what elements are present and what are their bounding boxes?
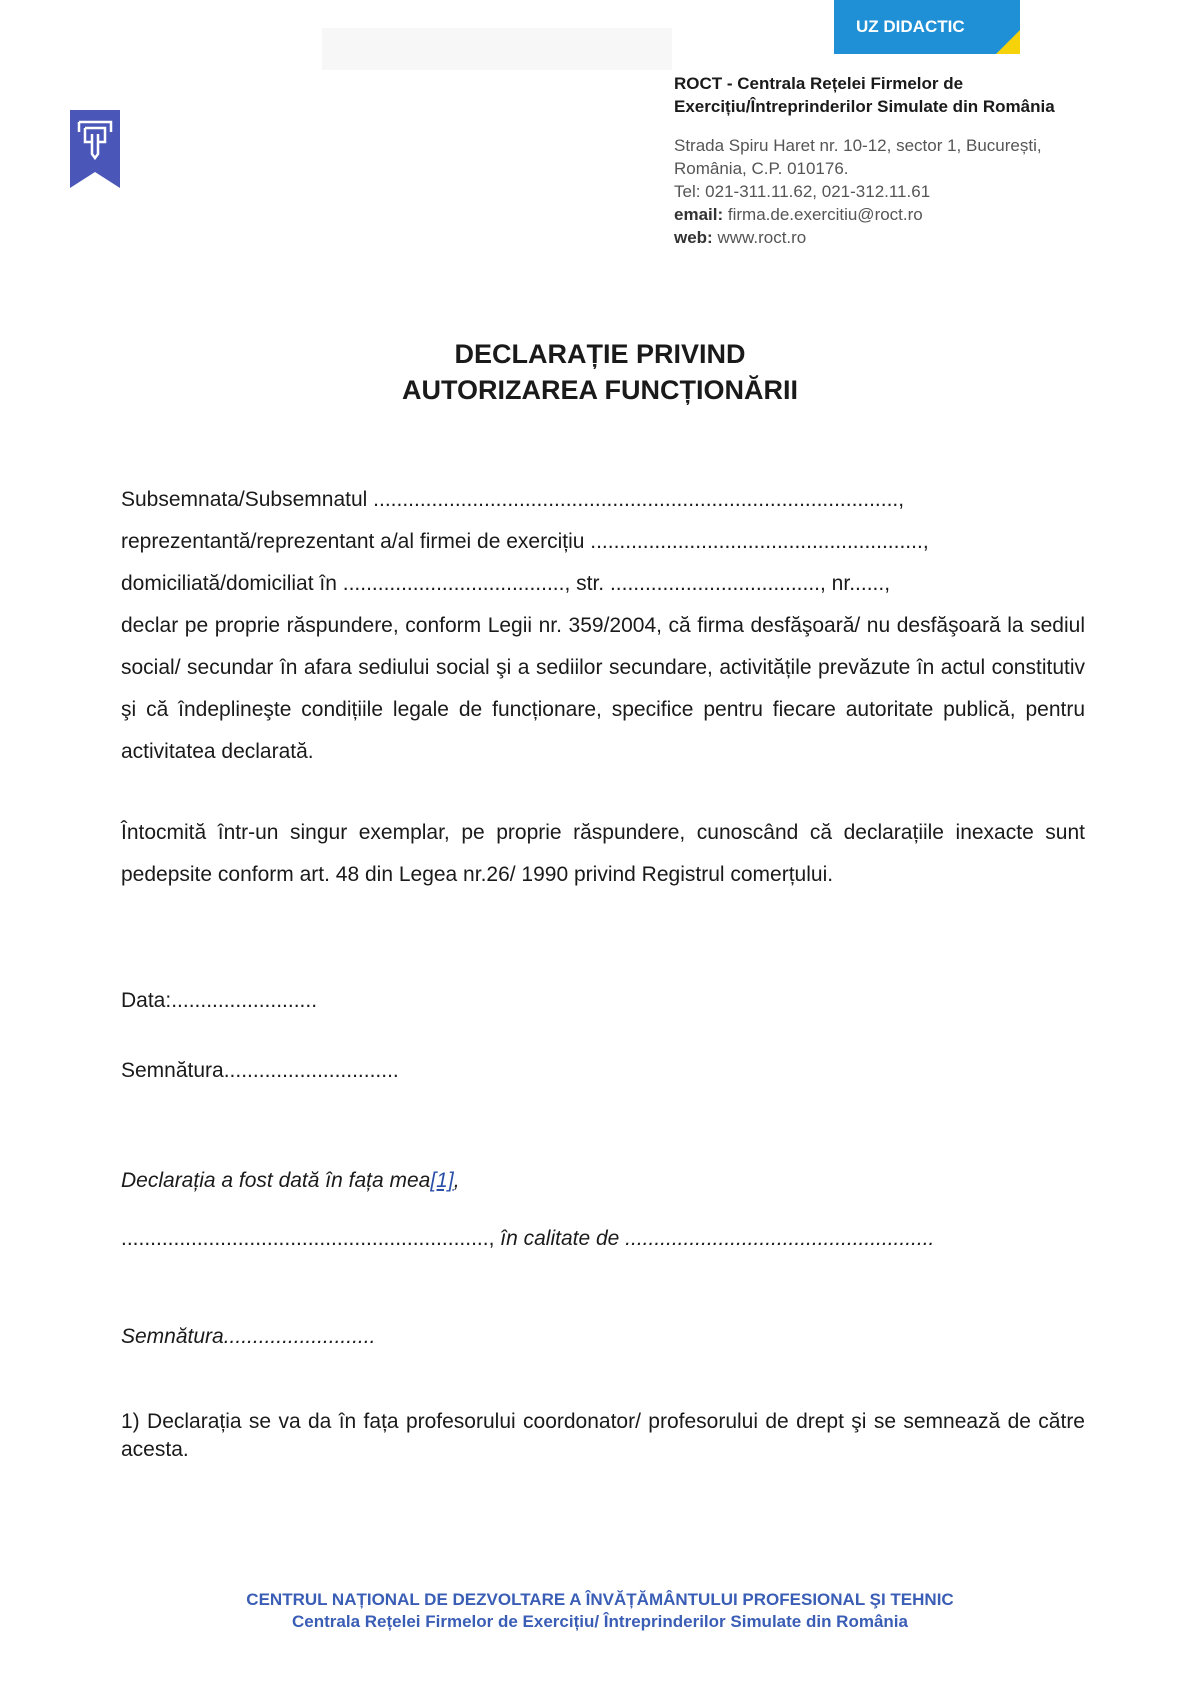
footnote-text: 1) Declarația se va da în fața profesorului coordonator/ profesorului de drept şi se semnează de către acesta.	[121, 1410, 1085, 1461]
declaration-given-block	[121, 1160, 1085, 1202]
body-paragraph-1: declar pe proprie răspundere, conform Legii nr. 359/2004, că firma desfăşoară/ nu desfăşoară la sediul social/ secundar în afara sediului social şi a sediilor secundare, activitățile prevăzute în actul constitutiv şi că îndeplineşte condițiile legale de funcționare, specifice pentru fiecare autoritate publică, pentru activitatea declarată.	[121, 614, 1085, 763]
date-field: Data:.........................	[121, 989, 318, 1012]
declaration-paragraph-2-block	[121, 812, 1085, 896]
document-title	[0, 336, 1200, 408]
declaration-body	[121, 479, 1085, 773]
footnote-reference-link[interactable]: [1]	[430, 1169, 454, 1192]
officer-role-field: în calitate de .....................................................	[500, 1227, 935, 1250]
org-line-1: ROCT - Centrala Rețelei Firmelor de	[674, 74, 964, 93]
title-line-2: AUTORIZAREA FUNCȚIONĂRII	[402, 375, 798, 405]
footer-line-1: CENTRUL NAȚIONAL DE DEZVOLTARE A ÎNVĂȚĂMÂNTULUI PROFESIONAL ŞI TEHNIC	[246, 1590, 954, 1609]
body-line-1: Subsemnata/Subsemnatul ..........................................................................................,	[121, 488, 905, 511]
officer-signature-field: Semnătura..........................	[121, 1325, 376, 1348]
officer-name-dots: ...............................................................,	[121, 1227, 495, 1250]
declaration-given-comma: ,	[453, 1169, 460, 1192]
organization-header	[674, 72, 1144, 249]
organization-name	[674, 72, 1144, 118]
title-line-1: DECLARAȚIE PRIVIND	[454, 339, 746, 369]
body-paragraph-2: Întocmită într-un singur exemplar, pe proprie răspundere, cunoscând că declarațiile inexacte sunt pedepsite conform art. 48 din Legea nr.26/ 1990 privind Registrul comerțului.	[121, 821, 1085, 886]
uz-didactic-badge	[834, 0, 1020, 54]
badge-corner-accent	[996, 30, 1020, 54]
body-line-3: domiciliată/domiciliat în ......................................, str. ...................................., nr......,	[121, 572, 891, 595]
email-label: email:	[674, 205, 724, 224]
roct-logo-icon	[70, 110, 120, 190]
address-line-1: Strada Spiru Haret nr. 10-12, sector 1, București,	[674, 136, 1042, 155]
signature-field: Semnătura..............................	[121, 1059, 399, 1082]
signature-field-block	[121, 1050, 1085, 1092]
email-value: firma.de.exercitiu@roct.ro	[727, 205, 923, 224]
officer-signature-block	[121, 1316, 1085, 1358]
footer-line-2: Centrala Rețelei Firmelor de Exercițiu/ Întreprinderilor Simulate din România	[292, 1612, 908, 1631]
web-value: www.roct.ro	[717, 228, 807, 247]
declaration-given-text: Declarația a fost dată în fața mea	[121, 1169, 431, 1192]
page-footer	[0, 1589, 1200, 1633]
body-line-2: reprezentantă/reprezentant a/al firmei de exercițiu .........................................................,	[121, 530, 929, 553]
web-label: web:	[674, 228, 713, 247]
officer-line-block	[121, 1218, 1085, 1260]
date-field-block	[121, 980, 1085, 1022]
contact-block	[674, 134, 1144, 249]
header-watermark-bar	[322, 28, 672, 70]
officer-line	[121, 1218, 1085, 1260]
badge-label: UZ DIDACTIC	[856, 17, 965, 36]
web-line	[674, 226, 1144, 249]
phone-line: Tel: 021-311.11.62, 021-312.11.61	[674, 182, 931, 201]
declaration-given-line	[121, 1160, 1085, 1202]
address-line-2: România, C.P. 010176.	[674, 159, 849, 178]
email-line	[674, 203, 1144, 226]
footnote-block	[121, 1408, 1085, 1464]
org-line-2: Exercițiu/Întreprinderilor Simulate din România	[674, 97, 1055, 116]
